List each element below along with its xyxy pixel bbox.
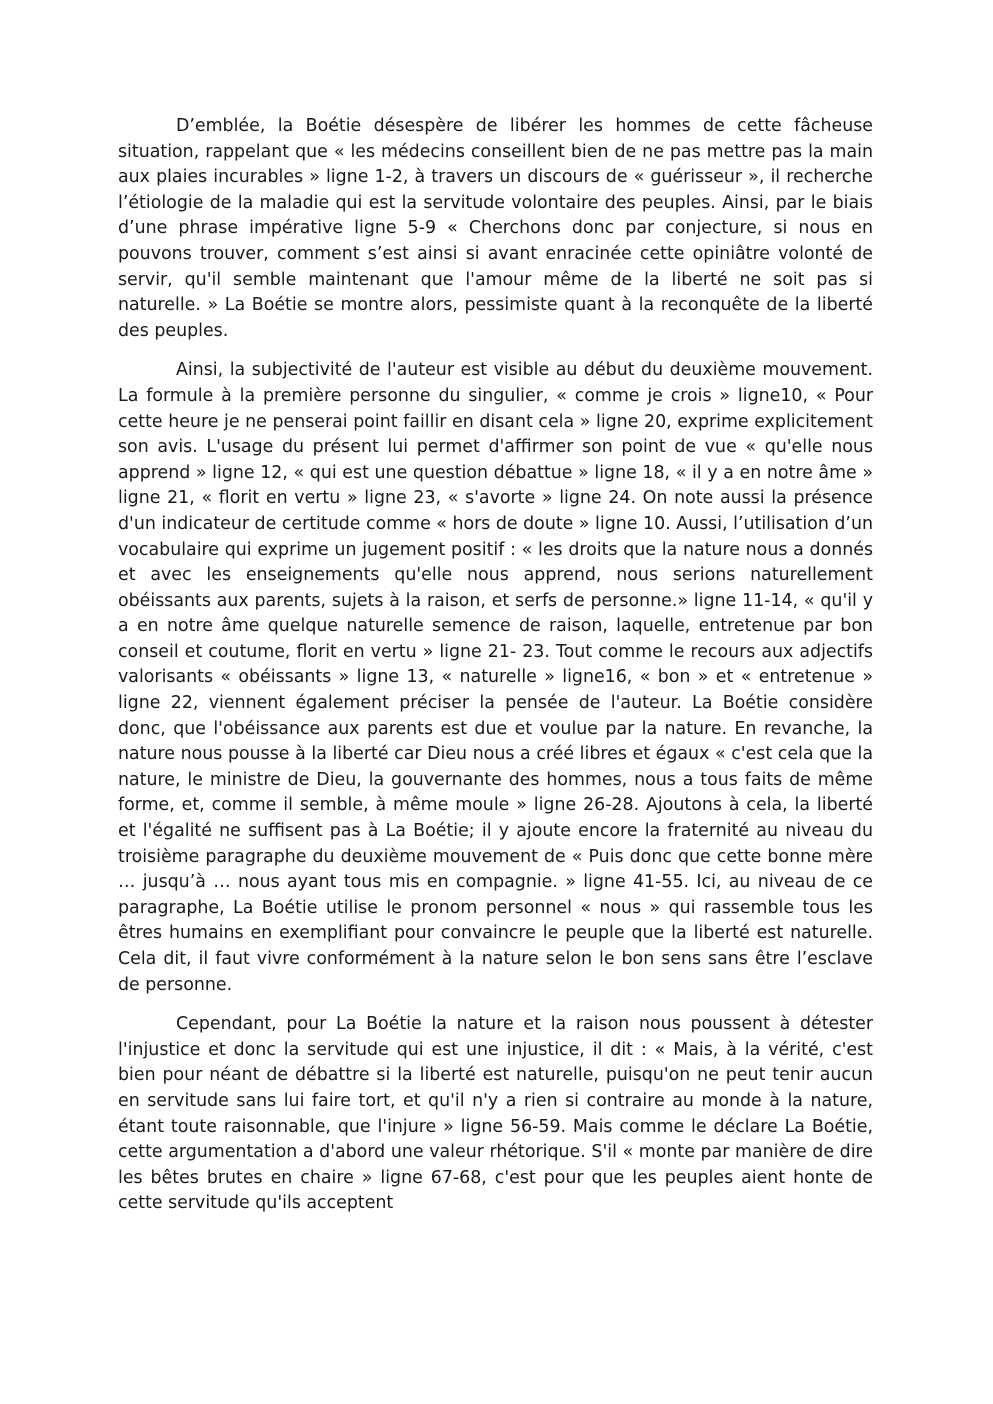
paragraph-1: D’emblée, la Boétie désespère de libérer les hommes de cette fâcheuse situation, rappelant que « les médecins conseillent bien de ne pas mettre pas la main aux plaies incurables » ligne 1-2, à travers un discours de « guérisseur », il recherche l’étiologie de la maladie qui est la servitude volontaire des peuples. Ainsi, par le biais d’une phrase impérative ligne 5-9 « Cherchons donc par conjecture, si nous en pouvons trouver, comment s’est ainsi si avant enracinée cette opiniâtre volonté de servir, qu'il semble maintenant que l'amour même de la liberté ne soit pas si naturelle. » La Boétie se montre alors, pessimiste quant à la reconquête de la liberté des peuples. bbox=[118, 116, 873, 341]
paragraph-3: Cependant, pour La Boétie la nature et la raison nous poussent à détester l'injustice et donc la servitude qui est une injustice, il dit : « Mais, à la vérité, c'est bien pour néant de débattre si la liberté est naturelle, puisqu'on ne peut tenir aucun en servitude sans lui faire tort, et qu'il n'y a rien si contraire au monde à la nature, étant toute raisonnable, que l'injure » ligne 56-59. Mais comme le déclare La Boétie, cette argumentation a d'abord une valeur rhétorique. S'il « monte par manière de dire les bêtes brutes en chaire » ligne 67-68, c'est pour que les peuples aient honte de cette servitude qu'ils acceptent bbox=[118, 1014, 873, 1214]
paragraph-2: Ainsi, la subjectivité de l'auteur est visible au début du deuxième mouvement. La formule à la première personne du singulier, « comme je crois » ligne10, « Pour cette heure je ne penserai point faillir en disant cela » ligne 20, exprime explicitement son avis. L'usage du présent lui permet d'affirmer son point de vue « qu'elle nous apprend » ligne 12, « qui est une question débattue » ligne 18, « il y a en notre âme » ligne 21, « florit en vertu » ligne 23, « s'avorte » ligne 24. On note aussi la présence d'un indicateur de certitude comme « hors de doute » ligne 10. Aussi, l’utilisation d’un vocabulaire qui exprime un jugement positif : « les droits que la nature nous a donnés et avec les enseignements qu'elle nous apprend, nous serions naturellement obéissants aux parents, sujets à la raison, et serfs de personne.» ligne 11-14, « qu'il y a en notre âme quelque naturelle semence de raison, laquelle, entretenue par bon conseil et coutume, florit en vertu » ligne 21- 23. Tout comme le recours aux adjectifs valorisants « obéissants » ligne 13, « naturelle » ligne16, « bon » et « entretenue » ligne 22, viennent également préciser la pensée de l'auteur. La Boétie considère donc, que l'obéissance aux parents est due et voulue par la nature. En revanche, la nature nous pousse à la liberté car Dieu nous a créé libres et égaux « c'est cela que la nature, le ministre de Dieu, la gouvernante des hommes, nous a tous faits de même forme, et, comme il semble, à même moule » ligne 26-28. Ajoutons à cela, la liberté et l'égalité ne suffisent pas à La Boétie; il y ajoute encore la fraternité au niveau du troisième paragraphe du deuxième mouvement de « Puis donc que cette bonne mère … jusqu’à … nous ayant tous mis en compagnie. » ligne 41-55. Ici, au niveau de ce paragraphe, La Boétie utilise le pronom personnel « nous » qui rassemble tous les êtres humains en exemplifiant pour convaincre le peuple que la liberté est naturelle. Cela dit, il faut vivre conformément à la nature selon le bon sens sans être l’esclave de personne. bbox=[118, 360, 873, 995]
document-page bbox=[118, 114, 873, 1294]
